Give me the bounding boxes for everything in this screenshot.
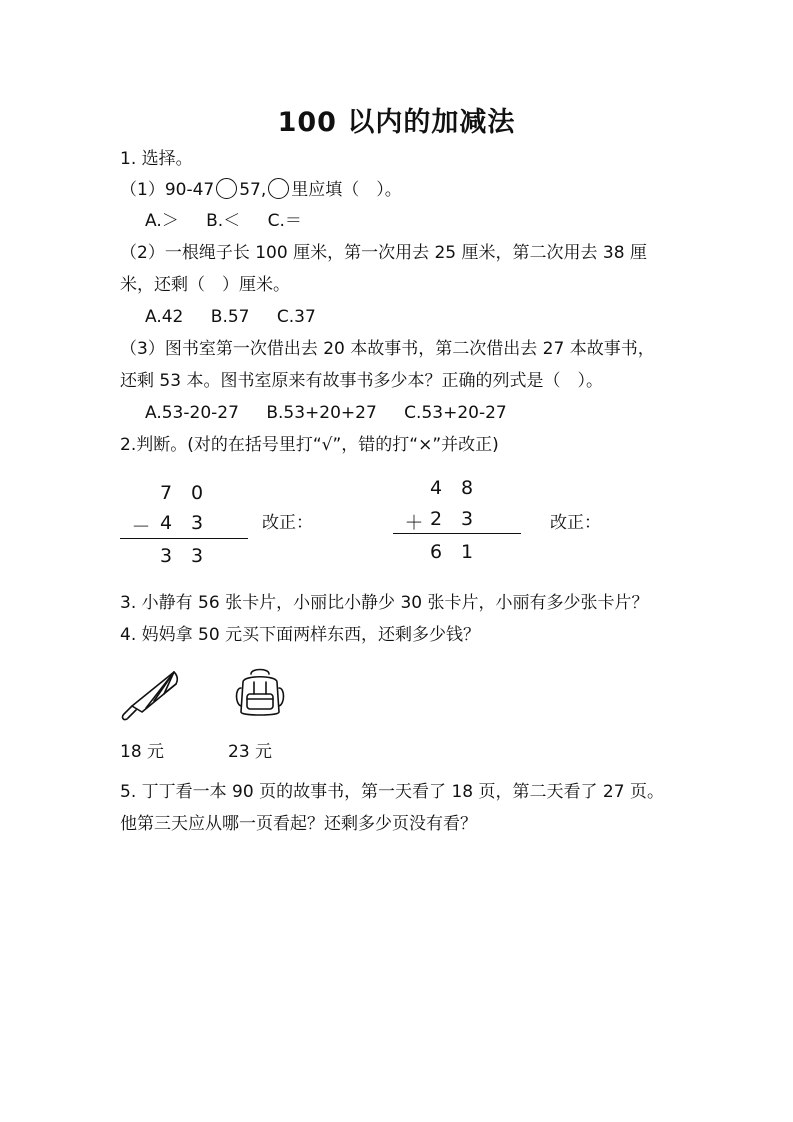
option-a: A.＞: [145, 211, 179, 231]
umbrella-price: 18 元: [120, 742, 165, 762]
backpack-icon: [233, 666, 287, 720]
calc1-rule: [120, 538, 248, 539]
calc2-operator: ＋: [404, 512, 424, 534]
q1-part3-options: [145, 402, 507, 424]
option-c: C.53+20-27: [404, 403, 507, 423]
q1-part1-expression: （1）90-47: [120, 180, 215, 200]
q1-part2-line1: （2）一根绳子长 100 厘米，第一次用去 25 厘米，第二次用去 38 厘: [120, 243, 647, 263]
q5-line2: 他第三天应从哪一页看起？还剩多少页没有看？: [120, 814, 477, 834]
calc2-fix-label: 改正：: [550, 513, 601, 533]
q1-heading: 1. 选择。: [120, 149, 193, 169]
calc1-top-tens: 7: [159, 482, 173, 504]
calc1-fix-label: 改正：: [262, 513, 313, 533]
calc2-bottom-ones: 3: [460, 508, 474, 530]
calc2-top-tens: 4: [429, 477, 443, 499]
umbrella-icon: [116, 668, 182, 724]
option-c: C.37: [276, 307, 316, 327]
calc2-result-tens: 6: [429, 541, 443, 563]
blank-circle: [268, 178, 289, 199]
q5-line1: 5. 丁丁看一本 90 页的故事书，第一天看了 18 页，第二天看了 27 页。: [120, 782, 664, 802]
option-a: A.53-20-27: [145, 403, 239, 423]
q1-part3-line1: （3）图书室第一次借出去 20 本故事书，第二次借出去 27 本故事书，: [120, 339, 655, 359]
q1-part2-options: [145, 306, 316, 328]
option-b: B.53+20+27: [266, 403, 377, 423]
calc1-result-tens: 3: [159, 545, 173, 567]
option-a: A.42: [145, 307, 184, 327]
page-title: 100 以内的加减法: [277, 107, 516, 138]
calc2-top-ones: 8: [460, 477, 474, 499]
calc1-top-ones: 0: [190, 482, 204, 504]
q4-text: 4. 妈妈拿 50 元买下面两样东西，还剩多少钱？: [120, 625, 481, 645]
q1-part1-options: [145, 210, 302, 232]
q1-part1-question: 里应填（ ）。: [291, 180, 402, 200]
blank-circle: [216, 178, 237, 199]
calc1-operator: －: [131, 516, 151, 538]
q1-part1: [120, 178, 402, 201]
q2-heading: 2.判断。(对的在括号里打“√”，错的打“×”并改正): [120, 435, 499, 455]
option-b: B.57: [210, 307, 250, 327]
q1-part3-line2: 还剩 53 本。图书室原来有故事书多少本？正确的列式是（ ）。: [120, 371, 603, 391]
backpack-price: 23 元: [228, 742, 273, 762]
calc2-bottom-tens: 2: [429, 508, 443, 530]
calc1-bottom-tens: 4: [159, 512, 173, 534]
q1-part1-value: 57,: [239, 180, 267, 200]
calc1-bottom-ones: 3: [190, 512, 204, 534]
calc2-rule: [393, 533, 521, 534]
q1-part2-line2: 米，还剩（ ）厘米。: [120, 275, 290, 295]
calc2-result-ones: 1: [460, 541, 474, 563]
option-b: B.＜: [206, 211, 241, 231]
q3-text: 3. 小静有 56 张卡片，小丽比小静少 30 张卡片，小丽有多少张卡片？: [120, 593, 649, 613]
calc1-result-ones: 3: [190, 545, 204, 567]
option-c: C.＝: [267, 211, 302, 231]
